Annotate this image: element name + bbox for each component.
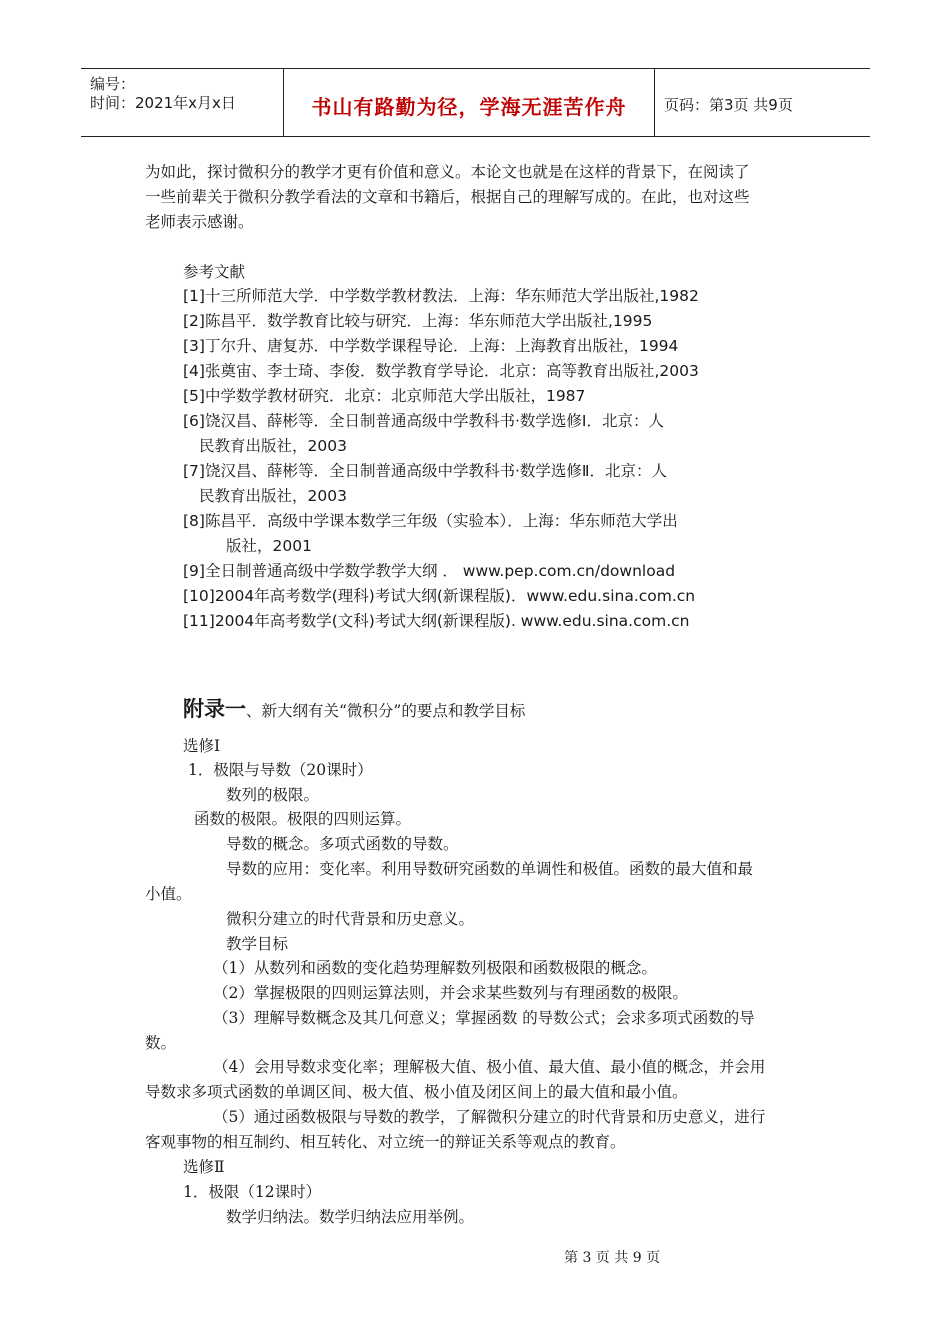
objective-item-continued: 导数求多项式函数的单调区间、极大值、极小值及闭区间上的最大值和最小值。 <box>145 1083 688 1101</box>
appendix-subtitle: 、新大纲有关“微积分”的要点和教学目标 <box>246 702 526 720</box>
reference-item: [6]饶汉昌、薛彬等．全日制普通高级中学教科书·数学选修Ⅰ．北京：人 <box>183 412 664 430</box>
objective-item: （3）理解导数概念及其几何意义；掌握函数 的导数公式；会求多项式函数的导 <box>213 1009 755 1027</box>
reference-item: [8]陈昌平．高级中学课本数学三年级（实验本）．上海：华东师范大学出 <box>183 512 678 530</box>
reference-item-continued: 版社，2001 <box>226 537 312 555</box>
intro-line: 为如此，探讨微积分的教学才更有价值和意义。本论文也就是在这样的背景下，在阅读了 <box>145 163 750 181</box>
body-line: 小值。 <box>145 885 192 903</box>
reference-item: [4]张奠宙、李士琦、李俊．数学教育学导论．北京：高等教育出版社,2003 <box>183 362 699 380</box>
reference-item: [10]2004年高考数学(理科)考试大纲(新课程版)．www.edu.sina.com.cn <box>183 587 696 605</box>
reference-item: [11]2004年高考数学(文科)考试大纲(新课程版). www.edu.sina.com.cn <box>183 612 690 630</box>
header-meta-cell <box>81 69 284 136</box>
reference-item-continued: 民教育出版社，2003 <box>199 487 347 505</box>
objective-item: （4）会用导数求变化率；理解极大值、极小值、最大值、最小值的概念，并会用 <box>213 1058 766 1076</box>
body-line: 导数的概念。多项式函数的导数。 <box>226 835 459 853</box>
body-line: 数列的极限。 <box>226 786 320 804</box>
appendix-title: 附录一 <box>183 697 246 721</box>
objectives-heading: 教学目标 <box>226 935 289 953</box>
reference-item: [3]丁尔升、唐复苏．中学数学课程导论．上海：上海教育出版社，1994 <box>183 337 679 355</box>
appendix-heading <box>183 697 525 723</box>
header-motto-cell <box>284 69 655 136</box>
body-line: 导数的应用：变化率。利用导数研究函数的单调性和极值。函数的最大值和最 <box>226 860 754 878</box>
intro-line: 一些前辈关于微积分教学看法的文章和书籍后，根据自己的理解写成的。在此，也对这些 <box>145 188 750 206</box>
topic-heading: 1．极限（12课时） <box>183 1183 322 1201</box>
reference-item: [5]中学数学教材研究．北京：北京师范大学出版社，1987 <box>183 387 586 405</box>
topic-heading: 1．极限与导数（20课时） <box>188 761 373 779</box>
references-title: 参考文献 <box>183 263 246 281</box>
objective-item-continued: 客观事物的相互制约、相互转化、对立统一的辩证关系等观点的教育。 <box>145 1133 626 1151</box>
reference-item: [1]十三所师范大学．中学数学教材教法．上海：华东师范大学出版社,1982 <box>183 287 699 305</box>
body-line: 数学归纳法。数学归纳法应用举例。 <box>226 1208 475 1226</box>
intro-line: 老师表示感谢。 <box>145 213 254 231</box>
page-footer: 第 3 页 共 9 页 <box>564 1250 661 1266</box>
reference-item-continued: 民教育出版社，2003 <box>199 437 347 455</box>
reference-item: [2]陈昌平．数学教育比较与研究．上海：华东师范大学出版社,1995 <box>183 312 653 330</box>
objective-item: （2）掌握极限的四则运算法则，并会求某些数列与有理函数的极限。 <box>213 984 688 1002</box>
header-page-cell <box>655 69 870 136</box>
reference-item: [7]饶汉昌、薛彬等．全日制普通高级中学教科书·数学选修Ⅱ．北京：人 <box>183 462 668 480</box>
page-header <box>81 68 870 137</box>
body-line: 函数的极限。极限的四则运算。 <box>194 810 412 828</box>
objective-item: （1）从数列和函数的变化趋势理解数列极限和函数极限的概念。 <box>213 959 657 977</box>
motto: 书山有路勤为径，学海无涯苦作舟 <box>311 95 627 119</box>
body-line: 微积分建立的时代背景和历史意义。 <box>226 910 475 928</box>
section-label: 选修Ⅱ <box>183 1158 225 1176</box>
objective-item: （5）通过函数极限与导数的教学，了解微积分建立的时代背景和历史意义，进行 <box>213 1108 766 1126</box>
objective-item-continued: 数。 <box>145 1034 177 1052</box>
time-label: 时间：2021年x月x日 <box>90 94 236 112</box>
reference-item: [9]全日制普通高级中学数学教学大纲 ． www.pep.com.cn/download <box>183 562 676 580</box>
header-page-number: 页码：第3页 共9页 <box>664 96 793 114</box>
section-label: 选修Ⅰ <box>183 737 221 755</box>
number-label: 编号： <box>90 75 136 93</box>
